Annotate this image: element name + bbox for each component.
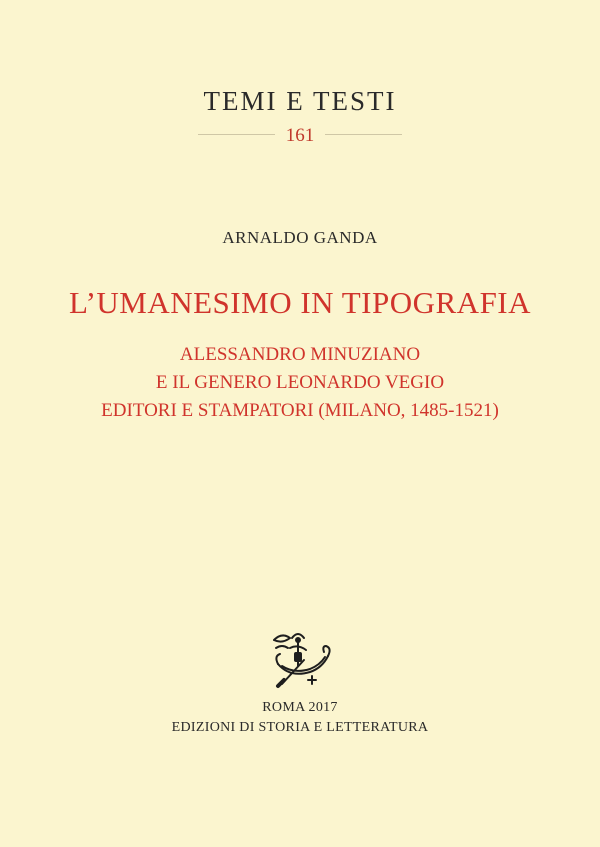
- imprint-publisher: EDIZIONI DI STORIA E LETTERATURA: [171, 720, 429, 735]
- author-name: ARNALDO GANDA: [222, 228, 378, 247]
- subtitle-line-2: E IL GENERO LEONARDO VEGIO: [155, 372, 445, 393]
- series-title: TEMI E TESTI: [203, 86, 397, 116]
- boat-icon: [268, 622, 336, 690]
- imprint-place-year: ROMA 2017: [262, 700, 338, 715]
- series-number: 161: [285, 125, 315, 146]
- series-rule-right: [325, 134, 402, 135]
- subtitle-line-1: ALESSANDRO MINUZIANO: [179, 344, 421, 365]
- subtitle-line-3: EDITORI E STAMPATORI (MILANO, 1485-1521): [101, 400, 499, 421]
- book-title: L’UMANESIMO IN TIPOGRAFIA: [68, 285, 532, 320]
